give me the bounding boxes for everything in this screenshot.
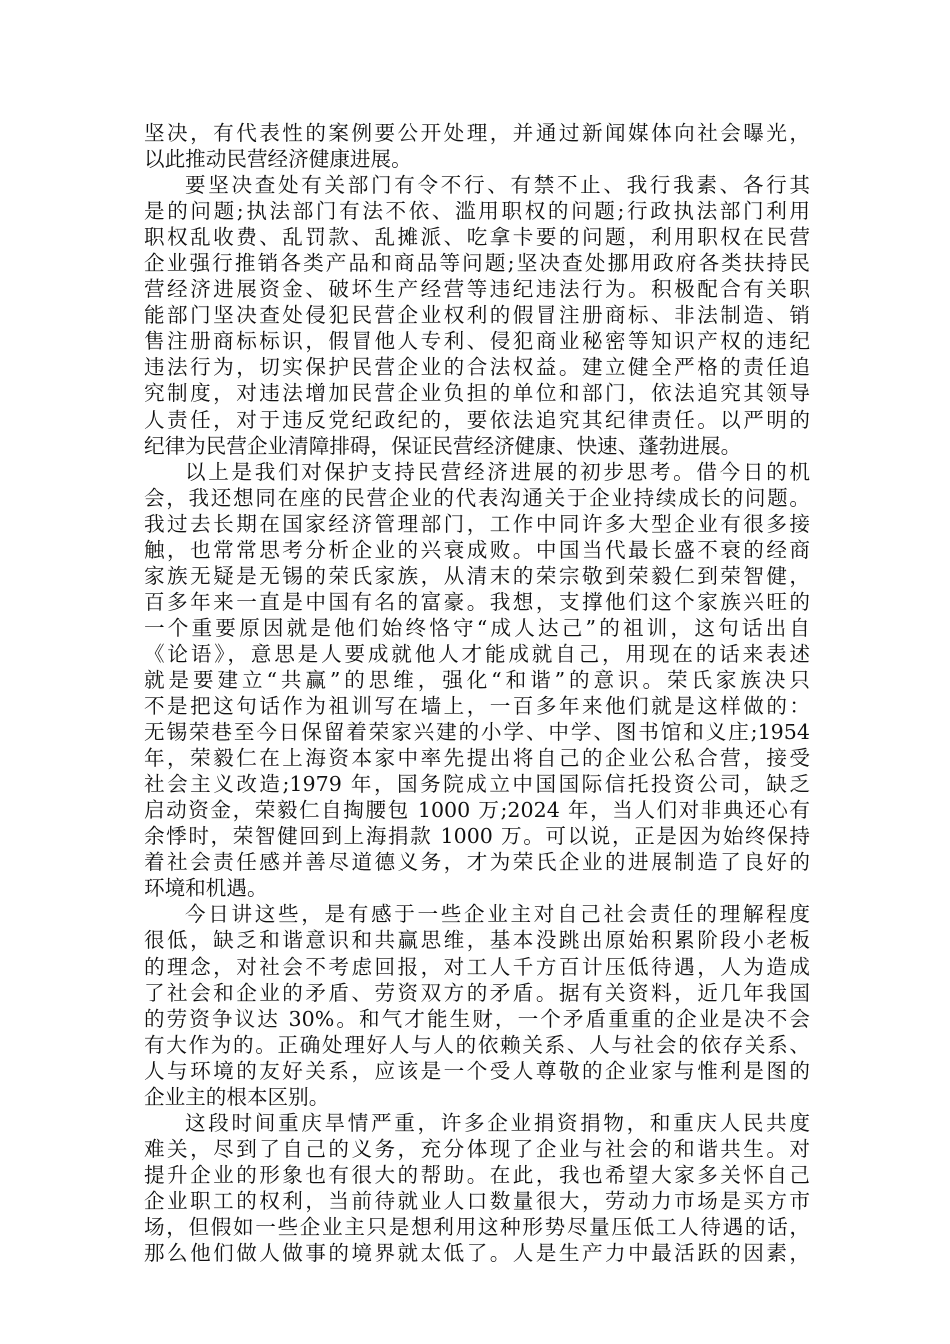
text-line: 着社会责任感并善尽道德义务，才为荣氏企业的进展制造了良好的 [144, 850, 810, 875]
text-line: 家族无疑是无锡的荣氏家族，从清末的荣宗敬到荣毅仁到荣智健， [144, 563, 810, 588]
text-line: 的劳资争议达 30%。和气才能生财，一个矛盾重重的企业是决不会 [144, 1006, 810, 1031]
text-line: 坚决，有代表性的案例要公开处理，并通过新闻媒体向社会曝光， [144, 121, 810, 145]
text-line: 不是把这句话作为祖训写在墙上，一百多年来他们就是这样做的： [144, 694, 810, 719]
text-line: 那么他们做人做事的境界就太低了。人是生产力中最活跃的因素， [144, 1241, 810, 1266]
text-line: 会，我还想同在座的民营企业的代表沟通关于企业持续成长的问题。 [144, 485, 810, 510]
text-line: 就是要建立“共赢”的思维，强化“和谐”的意识。荣氏家族决只 [144, 667, 810, 692]
text-line: 环境和机遇。 [144, 876, 268, 901]
text-line: 以上是我们对保护支持民营经济进展的初步思考。借今日的机 [185, 459, 810, 484]
text-line: 无锡荣巷至今日保留着荣家兴建的小学、中学、图书馆和义庄;1954 [144, 720, 810, 745]
text-line: 企业职工的权利，当前待就业人口数量很大，劳动力市场是买方市 [144, 1188, 810, 1213]
text-line: 是的问题;执法部门有法不依、滥用职权的问题;行政执法部门利用 [144, 199, 810, 224]
text-line: 启动资金，荣毅仁自掏腰包 1000 万;2024 年，当人们对非典还心有 [144, 798, 810, 823]
text-line: 人责任，对于违反党纪政纪的，要依法追究其纪律责任。以严明的 [144, 407, 810, 432]
paragraph [144, 901, 810, 1109]
text-line: 人与环境的友好关系，应该是一个受人尊敬的企业家与惟利是图的 [144, 1058, 810, 1083]
document-body [144, 120, 810, 1266]
text-line: 场，但假如一些企业主只是想利用这种形势尽量压低工人待遇的话， [144, 1214, 810, 1239]
text-line: 《论语》，意思是人要成就他人才能成就自己，用现在的话来表述 [144, 641, 810, 666]
paragraph [144, 120, 810, 172]
text-line: 纪律为民营企业清障排碍，保证民营经济健康、快速、蓬勃进展。 [144, 433, 742, 458]
text-line: 这段时间重庆旱情严重，许多企业捐资捐物，和重庆人民共度 [185, 1110, 810, 1135]
text-line: 今日讲这些，是有感于一些企业主对自己社会责任的理解程度 [185, 902, 810, 927]
text-line: 有大作为的。正确处理好人与人的依赖关系、人与社会的依存关系、 [144, 1032, 810, 1057]
text-line: 售注册商标标识，假冒他人专利、侵犯商业秘密等知识产权的违纪 [144, 329, 810, 354]
text-line: 难关，尽到了自己的义务，充分体现了企业与社会的和谐共生。对 [144, 1136, 810, 1161]
text-line: 企业强行推销各类产品和商品等问题;坚决查处挪用政府各类扶持民 [144, 251, 810, 276]
text-line: 社会主义改造;1979 年，国务院成立中国国际信托投资公司，缺乏 [144, 772, 810, 797]
text-line: 我过去长期在国家经济管理部门，工作中同许多大型企业有很多接 [144, 511, 810, 536]
text-line: 触，也常常思考分析企业的兴衰成败。中国当代最长盛不衰的经商 [144, 537, 810, 562]
text-line: 提升企业的形象也有很大的帮助。在此，我也希望大家多关怀自己 [144, 1162, 810, 1187]
paragraph [144, 459, 810, 902]
text-line: 一个重要原因就是他们始终恪守“成人达己”的祖训，这句话出自 [144, 615, 810, 640]
text-line: 究制度，对违法增加民营企业负担的单位和部门，依法追究其领导 [144, 381, 810, 406]
text-line: 年，荣毅仁在上海资本家中率先提出将自己的企业公私合营，接受 [144, 746, 810, 771]
paragraph [144, 172, 810, 459]
text-line: 了社会和企业的矛盾、劳资双方的矛盾。据有关资料，近几年我国 [144, 980, 810, 1005]
text-line: 百多年来一直是中国有名的富豪。我想，支撑他们这个家族兴旺的 [144, 589, 810, 614]
text-line: 要坚决查处有关部门有令不行、有禁不止、我行我素、各行其 [185, 173, 810, 198]
paragraph [144, 1110, 810, 1266]
text-line: 的理念，对社会不考虑回报，对工人千方百计压低待遇，人为造成 [144, 954, 810, 979]
text-line: 余悸时，荣智健回到上海捐款 1000 万。可以说，正是因为始终保持 [144, 824, 810, 849]
text-line: 企业主的根本区别。 [144, 1084, 330, 1109]
text-line: 很低，缺乏和谐意识和共赢思维，基本没跳出原始积累阶段小老板 [144, 928, 810, 953]
text-line: 以此推动民营经济健康进展。 [144, 147, 412, 172]
text-line: 营经济进展资金、破坏生产经营等违纪违法行为。积极配合有关职 [144, 277, 810, 302]
text-line: 违法行为，切实保护民营企业的合法权益。建立健全严格的责任追 [144, 355, 810, 380]
text-line: 能部门坚决查处侵犯民营企业权利的假冒注册商标、非法制造、销 [144, 303, 810, 328]
text-line: 职权乱收费、乱罚款、乱摊派、吃拿卡要的问题，利用职权在民营 [144, 225, 810, 250]
